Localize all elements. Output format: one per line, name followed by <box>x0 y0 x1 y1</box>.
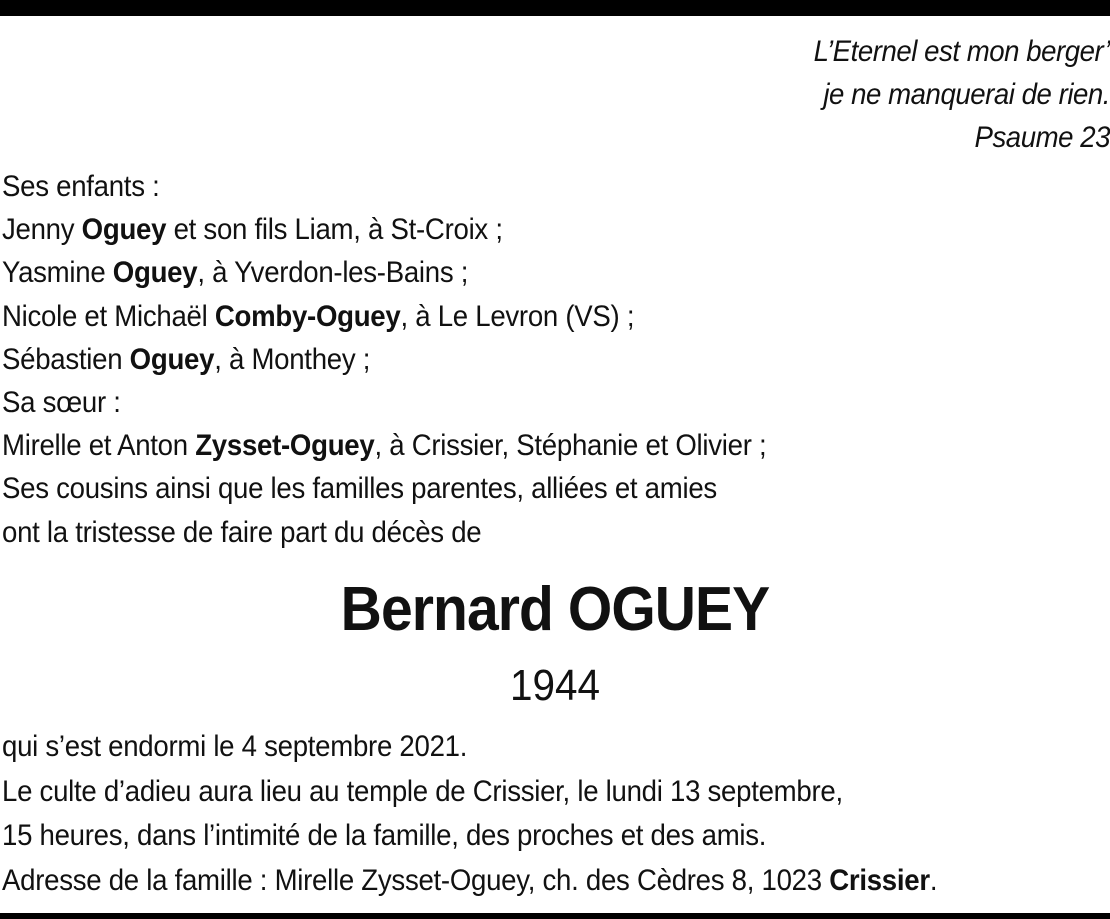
address-city: Crissier <box>829 863 930 897</box>
family-line <box>2 338 766 381</box>
epigraph-line-2: je ne manquerai de rien. <box>823 78 1110 111</box>
family-line <box>2 295 766 338</box>
announcement-line: ont la tristesse de faire part du décès de <box>2 515 482 549</box>
family-line <box>2 208 766 251</box>
cousins-line: Ses cousins ainsi que les familles parentes, alliées et amies <box>2 472 717 506</box>
service-details <box>2 725 937 903</box>
given-names: Jenny <box>2 213 82 247</box>
address-text: Adresse de la famille : Mirelle Zysset-Oguey, ch. des Cèdres 8, 1023 <box>2 863 830 897</box>
family-list <box>2 165 766 554</box>
surname: Oguey <box>129 342 215 376</box>
family-address <box>2 859 937 904</box>
location: , à Le Levron (VS) ; <box>400 299 635 333</box>
address-end: . <box>929 863 938 897</box>
location: , à Yverdon-les-Bains ; <box>197 256 469 290</box>
sister-heading: Sa sœur : <box>2 386 121 420</box>
epigraph-reference: Psaume 23 <box>974 121 1110 154</box>
location: , à Crissier, Stéphanie et Olivier ; <box>374 429 767 463</box>
birth-year: 1944 <box>509 661 601 710</box>
death-date-line: qui s’est endormi le 4 septembre 2021. <box>2 730 468 763</box>
service-line-1: Le culte d’adieu aura lieu au temple de Crissier, le lundi 13 septembre, <box>2 774 843 808</box>
surname: Oguey <box>81 213 167 247</box>
epigraph-line-1: L’Eternel est mon berger’ <box>813 35 1110 68</box>
given-names: Sébastien <box>2 342 130 376</box>
children-heading: Ses enfants : <box>2 170 160 203</box>
service-line-2: 15 heures, dans l’intimité de la famille, des proches et des amis. <box>2 819 767 852</box>
given-names: Yasmine <box>2 256 113 290</box>
top-border-rule <box>0 0 1110 16</box>
bottom-border-rule <box>0 913 1110 919</box>
given-names: Nicole et Michaël <box>2 299 215 333</box>
given-names: Mirelle et Anton <box>2 429 196 463</box>
location: , à Monthey ; <box>214 342 371 376</box>
family-line <box>2 251 766 294</box>
psalm-epigraph <box>558 30 1110 159</box>
deceased-name: Bernard OGUEY <box>340 575 770 644</box>
surname: Zysset-Oguey <box>195 429 375 463</box>
family-line <box>2 424 766 467</box>
surname: Oguey <box>112 256 198 290</box>
surname: Comby-Oguey <box>214 299 401 333</box>
location: et son fils Liam, à St-Croix ; <box>166 213 503 247</box>
